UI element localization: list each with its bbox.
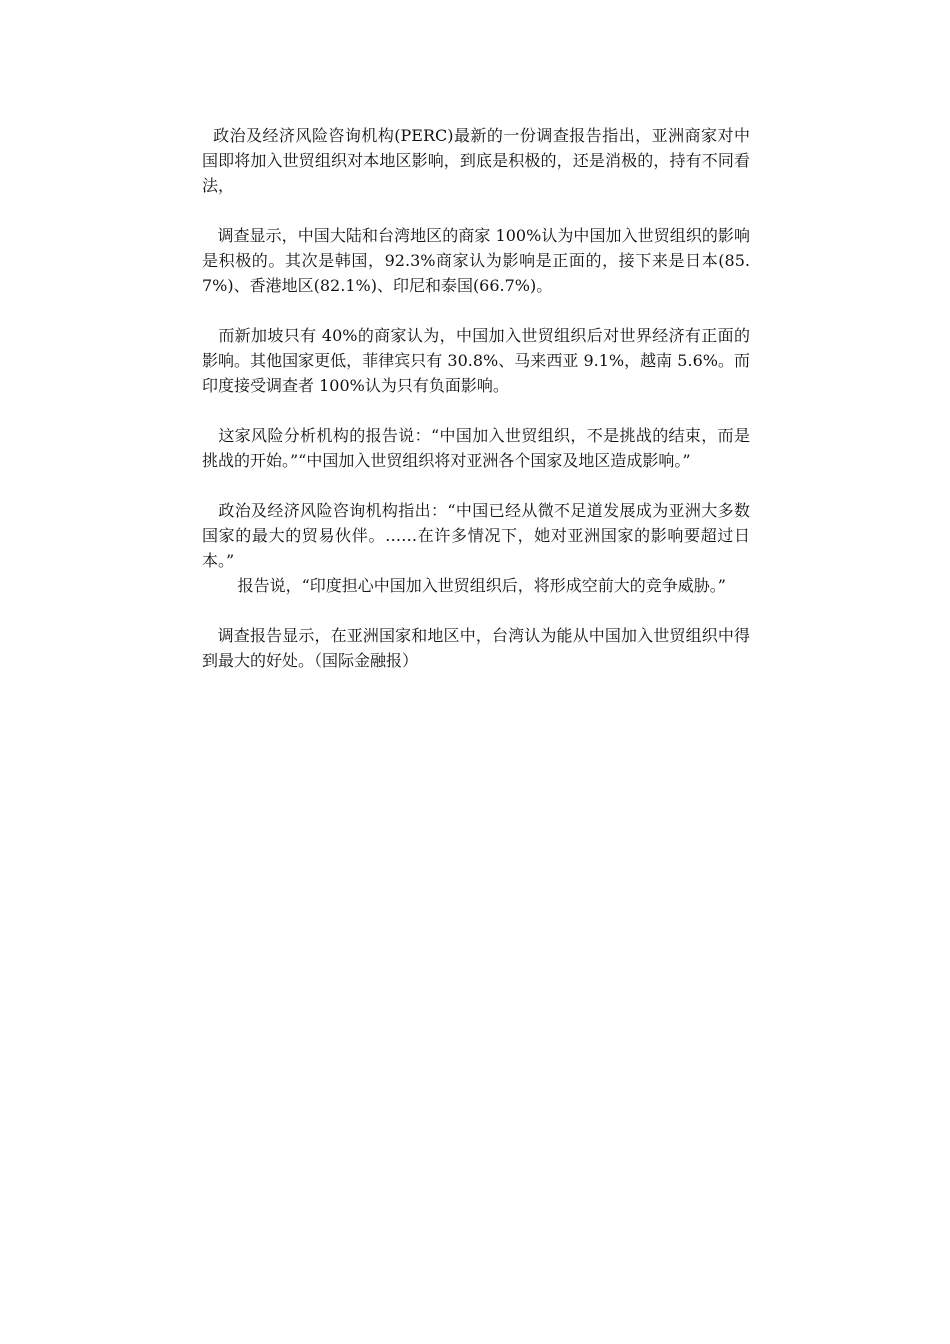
paragraph-spacer xyxy=(202,298,750,323)
article-body xyxy=(202,123,750,673)
paragraph-spacer xyxy=(202,598,750,623)
paragraph-spacer xyxy=(202,198,750,223)
paragraph-spacer xyxy=(202,473,750,498)
paragraph-survey-results: 调查显示，中国大陆和台湾地区的商家 100%认为中国加入世贸组织的影响是积极的。其次是韩国，92.3%商家认为影响是正面的，接下来是日本(85.7%)、香港地区(82.1%)、印尼和泰国(66.7%)。 xyxy=(202,226,750,295)
paragraph-conclusion: 调查报告显示，在亚洲国家和地区中，台湾认为能从中国加入世贸组织中得到最大的好处。（国际金融报） xyxy=(202,626,750,670)
paragraph-india-concern: 报告说，“印度担心中国加入世贸组织后，将形成空前大的竞争威胁。” xyxy=(202,576,726,595)
paragraph-other-countries: 而新加坡只有 40%的商家认为，中国加入世贸组织后对世界经济有正面的影响。其他国家更低，菲律宾只有 30.8%、马来西亚 9.1%，越南 5.6%。而印度接受调查者 100%认为只有负面影响。 xyxy=(202,326,750,395)
paragraph-trade-partner: 政治及经济风险咨询机构指出：“中国已经从微不足道发展成为亚洲大多数国家的最大的贸易伙伴。……在许多情况下，她对亚洲国家的影响要超过日本。” xyxy=(202,501,750,570)
paragraph-spacer xyxy=(202,398,750,423)
paragraph-report-quote: 这家风险分析机构的报告说：“中国加入世贸组织，不是挑战的结束，而是挑战的开始。”“中国加入世贸组织将对亚洲各个国家及地区造成影响。” xyxy=(202,426,750,470)
paragraph-intro: 政治及经济风险咨询机构(PERC)最新的一份调查报告指出，亚洲商家对中国即将加入世贸组织对本地区影响，到底是积极的，还是消极的，持有不同看法， xyxy=(202,126,750,195)
